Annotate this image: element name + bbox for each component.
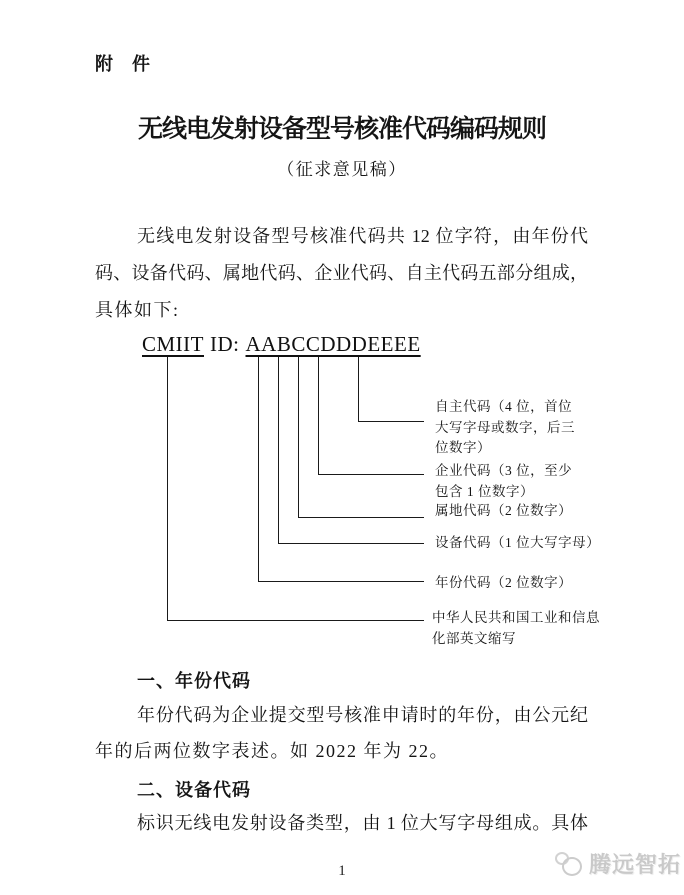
diagram-label-enterprise-code: 企业代码（3 位，至少 包含 1 位数字） [435, 463, 573, 499]
diagram-label-year-code: 年份代码（2 位数字） [435, 575, 573, 590]
diagram-label-region-code: 属地代码（2 位数字） [435, 503, 573, 518]
connector-vertical-cmiit [167, 357, 168, 620]
page-subtitle: （征求意见稿） [277, 160, 407, 179]
connector-vertical-year-code [258, 357, 259, 581]
intro-line-3: 具体如下: [95, 300, 180, 320]
connector-horizontal-self-code [358, 421, 424, 422]
section1-line-1: 年份代码为企业提交型号核准申请时的年份，由公元纪 [137, 705, 588, 725]
connector-horizontal-device-code [278, 543, 424, 544]
connector-vertical-device-code [278, 357, 279, 543]
connector-horizontal-enterprise-code [318, 474, 424, 475]
intro-line-2: 码、设备代码、属地代码、企业代码、自主代码五部分组成， [95, 263, 588, 283]
connector-vertical-enterprise-code [318, 357, 319, 474]
connector-vertical-self-code [358, 357, 359, 421]
intro-line-1: 无线电发射设备型号核准代码共 12 位字符，由年份代 [137, 226, 588, 246]
page-number: 1 [338, 863, 346, 879]
watermark-text: 腾远智拓 [588, 852, 681, 877]
diagram-label-self-code: 自主代码（4 位，首位 大写字母或数字，后三 位数字） [435, 399, 575, 455]
approval-code-line [142, 332, 421, 357]
diagram-label-device-code: 设备代码（1 位大写字母） [435, 535, 601, 550]
connector-horizontal-year-code [258, 581, 424, 582]
code-value: AABCCDDDEEEE [245, 332, 421, 356]
code-prefix: CMIIT [142, 332, 204, 356]
code-id-label: ID: [210, 332, 240, 356]
section-heading-device-code: 二、设备代码 [137, 780, 251, 800]
section1-line-2: 年的后两位数字表述。如 2022 年为 22。 [95, 741, 449, 761]
watermark-logo-icon [552, 849, 584, 879]
connector-horizontal-cmiit [167, 620, 424, 621]
attachment-label: 附 件 [95, 54, 158, 74]
section-heading-year-code: 一、年份代码 [137, 671, 251, 691]
diagram-label-cmiit-meaning: 中华人民共和国工业和信息 化部英文缩写 [432, 610, 600, 646]
page-title: 无线电发射设备型号核准代码编码规则 [137, 115, 546, 143]
connector-horizontal-region-code [298, 517, 424, 518]
connector-vertical-region-code [298, 357, 299, 517]
watermark [552, 848, 681, 879]
section2-line-1: 标识无线电发射设备类型，由 1 位大写字母组成。具体 [137, 813, 588, 833]
